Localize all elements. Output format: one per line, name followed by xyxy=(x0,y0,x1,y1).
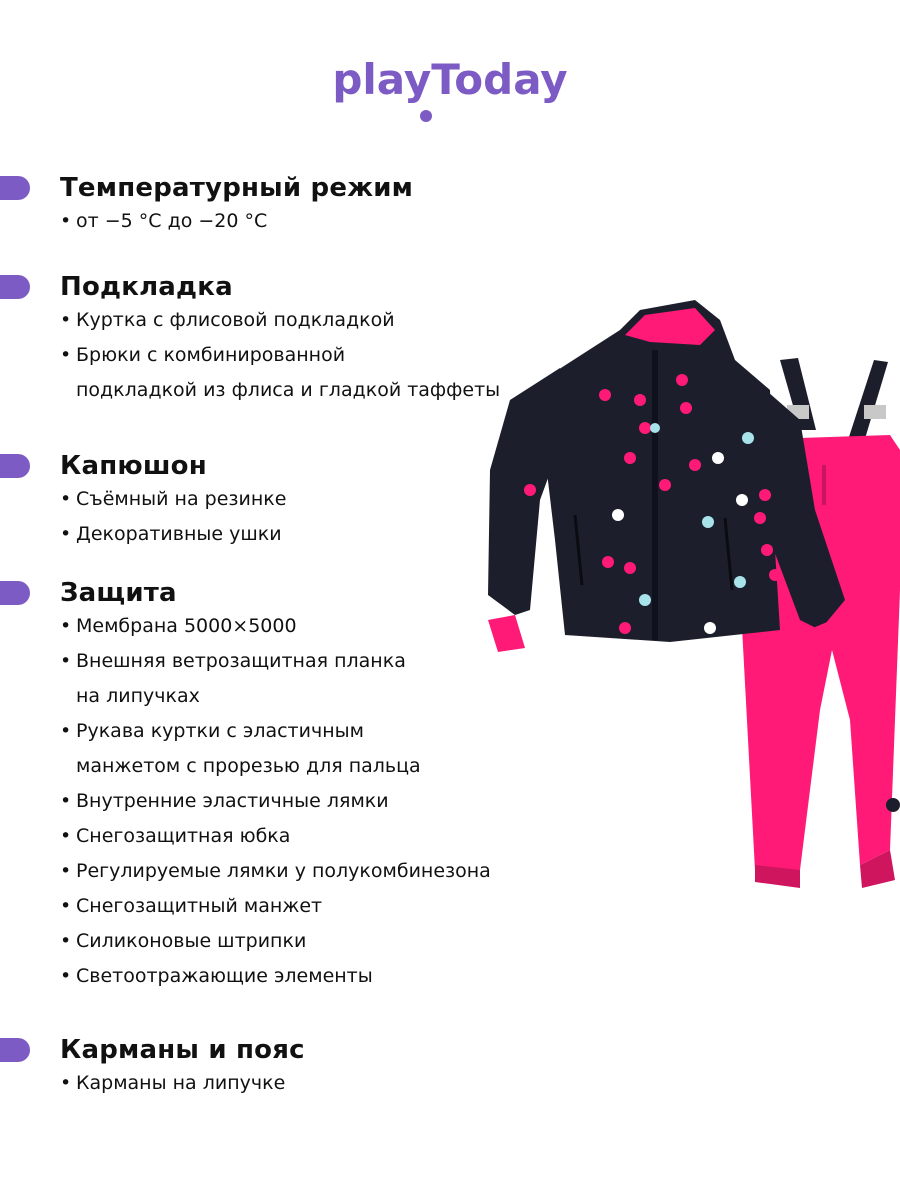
brand-logo xyxy=(0,50,900,134)
logo-dot-icon xyxy=(420,110,432,122)
section-marker xyxy=(0,176,30,200)
list-item: • Декоративные ушки xyxy=(60,517,286,552)
svg-text:playToday: playToday xyxy=(332,55,568,104)
list-item: • Съёмный на резинке xyxy=(60,482,286,517)
list-item: • Рукава куртки с эластичным манжетом с прорезью для пальца xyxy=(60,714,491,784)
list-item: • Мембрана 5000×5000 xyxy=(60,609,491,644)
section-title: Температурный режим xyxy=(60,173,414,203)
section-marker xyxy=(0,1038,30,1062)
feature-list xyxy=(60,303,500,408)
section-title: Карманы и пояс xyxy=(60,1035,305,1065)
list-item: • Внутренние эластичные лямки xyxy=(60,784,491,819)
feature-list xyxy=(60,609,491,994)
feature-list xyxy=(60,204,267,239)
feature-list xyxy=(60,482,286,552)
section-title: Капюшон xyxy=(60,451,207,481)
list-item: • Снегозащитный манжет xyxy=(60,889,491,924)
section-title: Защита xyxy=(60,578,177,608)
product-image xyxy=(470,290,900,910)
list-item: • Светоотражающие элементы xyxy=(60,959,491,994)
list-item: • Силиконовые штрипки xyxy=(60,924,491,959)
section-marker xyxy=(0,454,30,478)
list-item: • от −5 °С до −20 °С xyxy=(60,204,267,239)
product-illustration xyxy=(470,290,900,910)
list-item: • Регулируемые лямки у полукомбинезона xyxy=(60,854,491,889)
section-marker xyxy=(0,275,30,299)
section-marker xyxy=(0,581,30,605)
section-title: Подкладка xyxy=(60,272,233,302)
list-item: • Внешняя ветрозащитная планка на липучках xyxy=(60,644,491,714)
list-item: • Брюки с комбинированной подкладкой из флиса и гладкой таффеты xyxy=(60,338,500,408)
list-item: • Снегозащитная юбка xyxy=(60,819,491,854)
list-item: • Куртка с флисовой подкладкой xyxy=(60,303,500,338)
list-item: • Карманы на липучке xyxy=(60,1066,285,1101)
playtoday-logo xyxy=(320,50,580,130)
feature-list xyxy=(60,1066,285,1101)
